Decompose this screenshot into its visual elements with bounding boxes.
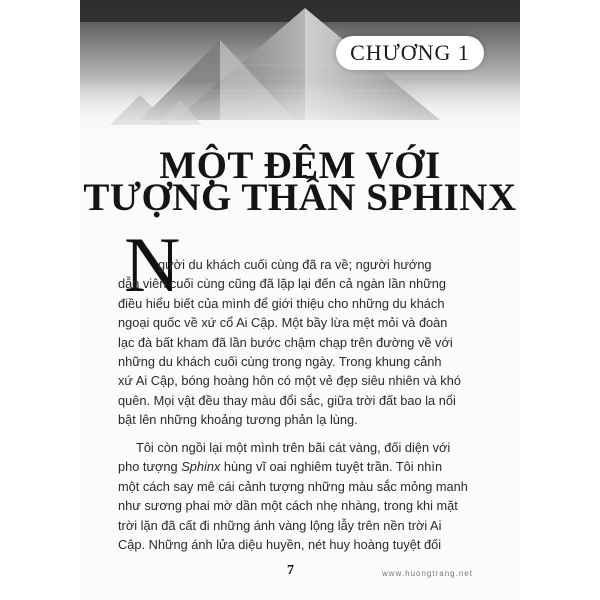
paragraph-1-line: điều hiểu biết của mình để giới thiệu cho những du khách: [118, 295, 445, 311]
paragraph-2-line: trời lặn đã cất đi những ánh vàng lộng lẫy trên nền trời Ai: [118, 517, 442, 533]
paragraph-1-line: gười du khách cuối cùng đã ra về; người hướng: [158, 257, 432, 272]
pyramids-header-image: [80, 0, 520, 145]
paragraph-2-line: Tôi còn ngồi lại một mình trên bãi cát vàng, đối diện với: [136, 440, 451, 455]
sphinx-italic: Sphinx: [181, 459, 221, 475]
pyramids-illustration: [80, 0, 520, 145]
paragraph-2-line: Cập. Những ánh lửa diệu huyền, nét huy hoàng tuyệt đối: [118, 537, 442, 553]
paragraph-2-line: một cách say mê cái cảnh tượng những màu sắc mỏng manh: [118, 478, 468, 494]
book-page: [80, 0, 520, 600]
chapter-label: CHƯƠNG 1: [336, 36, 484, 70]
paragraph-2-line: như sương phai mờ dần một cách nhẹ nhàng, trong khi mặt: [118, 498, 458, 514]
paragraph-1-line: những du khách cuối cùng trong ngày. Trong khung cảnh: [118, 354, 442, 370]
paragraph-1-line: ngoại quốc về xứ cổ Ai Cập. Một bầy lừa mệt mỏi và đoàn: [118, 315, 448, 331]
chapter-title-line-2: TƯỢNG THẦN SPHINX: [83, 176, 517, 219]
website-footer: www.huongtrang.net: [382, 569, 473, 578]
paragraph-1-line: xứ Ai Cập, bóng hoàng hôn có một vẻ đẹp siêu nhiên và khó: [118, 373, 461, 389]
paragraph-1-line: lạc đà bất kham đã lần bước chậm chạp trên đường về với: [118, 334, 453, 350]
drop-cap: N: [124, 221, 181, 308]
chapter-title-line-1: MỘT ĐÊM VỚI: [159, 144, 441, 187]
paragraph-1-line: dẫn viên cuối cùng cũng đã lặp lại đến cả ngàn lần những: [118, 276, 447, 292]
paragraph-2-line: pho tượng Sphinx hùng vĩ oai nghiêm tuyệt trần. Tôi nhìn: [118, 459, 443, 475]
paragraph-2: [118, 438, 483, 554]
paragraph-1-line: bật lên những khoảng tương phản lạ lùng.: [118, 412, 358, 428]
paragraph-1: [118, 255, 483, 430]
page-number: 7: [287, 563, 294, 578]
paragraph-1-line: quên. Mọi vật đều thay màu đổi sắc, giữa trời đất bao la nổi: [118, 392, 456, 408]
